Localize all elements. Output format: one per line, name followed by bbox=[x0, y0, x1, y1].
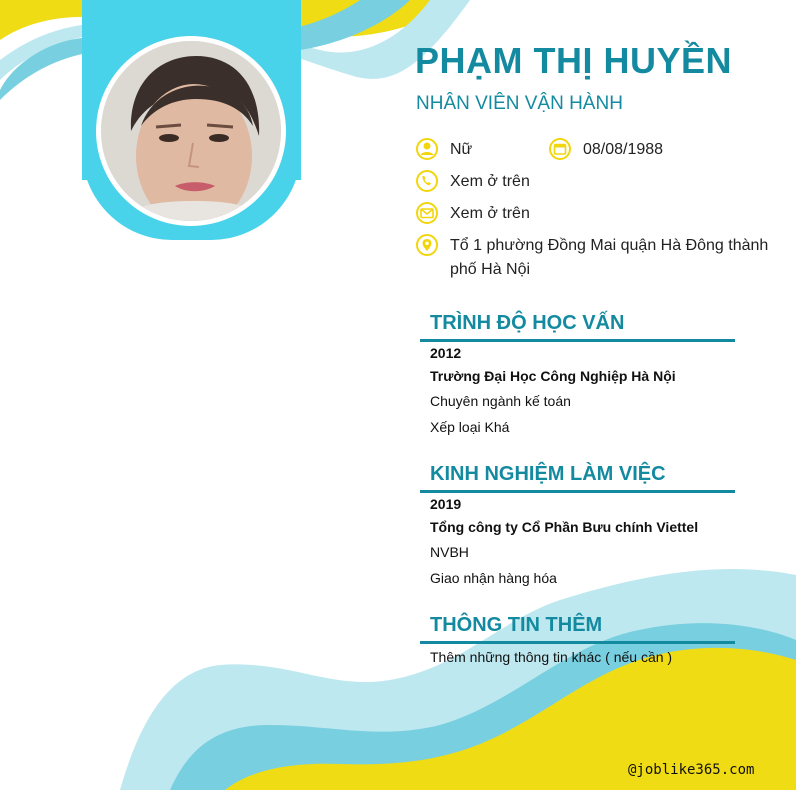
experience-year: 2019 bbox=[430, 496, 462, 512]
education-major: Chuyên ngành kế toán bbox=[430, 393, 571, 409]
email-value: Xem ở trên bbox=[450, 205, 530, 222]
experience-divider bbox=[420, 490, 735, 493]
candidate-name: PHẠM THỊ HUYỀN bbox=[415, 40, 733, 81]
profile-photo bbox=[101, 41, 281, 221]
location-pin-icon bbox=[416, 234, 438, 256]
address-line-1: Tổ 1 phường Đồng Mai quận Hà Đông thành bbox=[450, 237, 769, 254]
address-value bbox=[450, 234, 768, 282]
experience-heading: KINH NGHIỆM LÀM VIỆC bbox=[430, 463, 666, 485]
email-row bbox=[416, 202, 530, 226]
phone-row bbox=[416, 170, 530, 194]
calendar-icon bbox=[549, 138, 571, 160]
phone-value: Xem ở trên bbox=[450, 173, 530, 190]
mail-icon bbox=[416, 202, 438, 224]
education-grade: Xếp loại Khá bbox=[430, 419, 510, 435]
experience-position: NVBH bbox=[430, 544, 469, 560]
watermark: @joblike365.com bbox=[628, 762, 755, 778]
address-line-2: phố Hà Nội bbox=[450, 261, 531, 278]
education-year: 2012 bbox=[430, 345, 462, 361]
education-heading: TRÌNH ĐỘ HỌC VẤN bbox=[430, 312, 625, 334]
extra-divider bbox=[420, 641, 735, 644]
address-row bbox=[416, 234, 768, 282]
gender-value: Nữ bbox=[450, 141, 473, 158]
education-divider bbox=[420, 339, 735, 342]
experience-duty: Giao nhận hàng hóa bbox=[430, 570, 557, 586]
extra-text: Thêm những thông tin khác ( nếu cần ) bbox=[430, 649, 673, 665]
birthdate-value: 08/08/1988 bbox=[583, 141, 664, 158]
experience-company: Tổng công ty Cổ Phần Bưu chính Viettel bbox=[430, 519, 699, 535]
birthdate-row bbox=[549, 138, 663, 162]
phone-icon bbox=[416, 170, 438, 192]
user-icon bbox=[416, 138, 438, 160]
candidate-role: NHÂN VIÊN VẬN HÀNH bbox=[416, 93, 623, 114]
education-school: Trường Đại Học Công Nghiệp Hà Nội bbox=[430, 368, 676, 384]
gender-row bbox=[416, 138, 472, 162]
avatar-portrait bbox=[101, 41, 281, 221]
extra-heading: THÔNG TIN THÊM bbox=[430, 614, 603, 636]
